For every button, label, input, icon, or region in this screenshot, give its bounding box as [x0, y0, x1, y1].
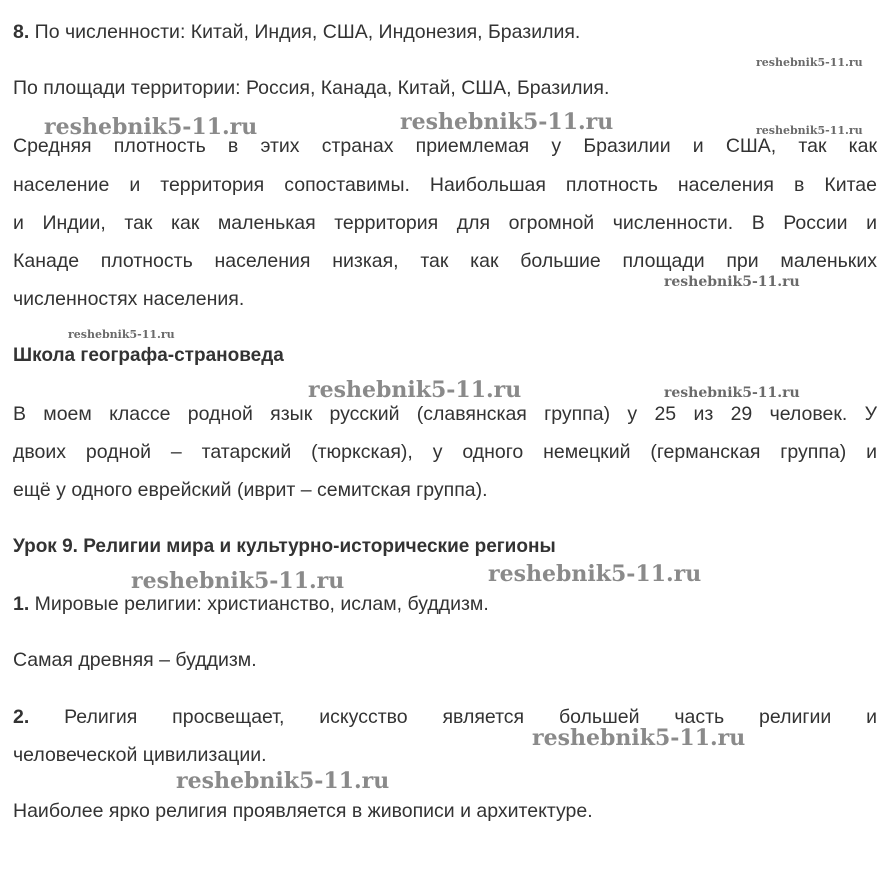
watermark: reshebnik5-11.ru [44, 114, 258, 140]
watermark: reshebnik5-11.ru [664, 274, 800, 290]
answer-2-line-2: человеческой цивилизации. [13, 744, 267, 766]
watermark: reshebnik5-11.ru [756, 124, 863, 137]
answer-text: По численности: Китай, Индия, США, Индонезия, Бразилия. [29, 21, 581, 43]
paragraph-density-line-1: Средняя плотность в этих странах приемлемая у Бразилии и США, так как [13, 135, 877, 157]
paragraph-density-line-2: население и территория сопоставимы. Наибольшая плотность населения в Китае [13, 174, 877, 196]
watermark: reshebnik5-11.ru [756, 56, 863, 69]
answer-number: 8. [13, 21, 30, 43]
paragraph-school-line-3: ещё у одного еврейский (иврит – семитская группа). [13, 479, 488, 501]
answer-number: 2. [13, 706, 30, 728]
watermark: reshebnik5-11.ru [308, 377, 522, 403]
paragraph-area: По площади территории: Россия, Канада, Китай, США, Бразилия. [13, 77, 610, 99]
section-heading: Школа географа-страноведа [13, 345, 284, 366]
answer-text: Мировые религии: христианство, ислам, буддизм. [29, 593, 489, 615]
paragraph-school-line-2: двоих родной – татарский (тюркская), у одного немецкий (германская группа) и [13, 441, 877, 463]
lesson-heading: Урок 9. Религии мира и культурно-исторические регионы [13, 536, 556, 557]
watermark: reshebnik5-11.ru [131, 568, 345, 594]
answer-1 [13, 592, 489, 616]
paragraph-oldest: Самая древняя – буддизм. [13, 649, 257, 671]
paragraph-density-line-3: и Индии, так как маленькая территория для огромной численности. В России и [13, 212, 877, 234]
answer-8 [13, 20, 580, 44]
watermark: reshebnik5-11.ru [176, 768, 390, 794]
answer-number: 1. [13, 593, 30, 615]
paragraph-last: Наиболее ярко религия проявляется в живописи и архитектуре. [13, 800, 593, 822]
watermark: reshebnik5-11.ru [532, 725, 746, 751]
watermark: reshebnik5-11.ru [488, 561, 702, 587]
paragraph-school-line-1: В моем классе родной язык русский (славянская группа) у 25 из 29 человек. У [13, 403, 877, 425]
paragraph-density-line-5: численностях населения. [13, 288, 245, 310]
watermark: reshebnik5-11.ru [664, 385, 800, 401]
watermark: reshebnik5-11.ru [68, 328, 175, 341]
paragraph-density-line-4: Канаде плотность населения низкая, так как большие площади при маленьких [13, 250, 877, 272]
answer-text: Религия просвещает, искусство является большей часть религии и [29, 706, 877, 728]
answer-2-line-1 [13, 705, 877, 729]
watermark: reshebnik5-11.ru [400, 109, 614, 135]
